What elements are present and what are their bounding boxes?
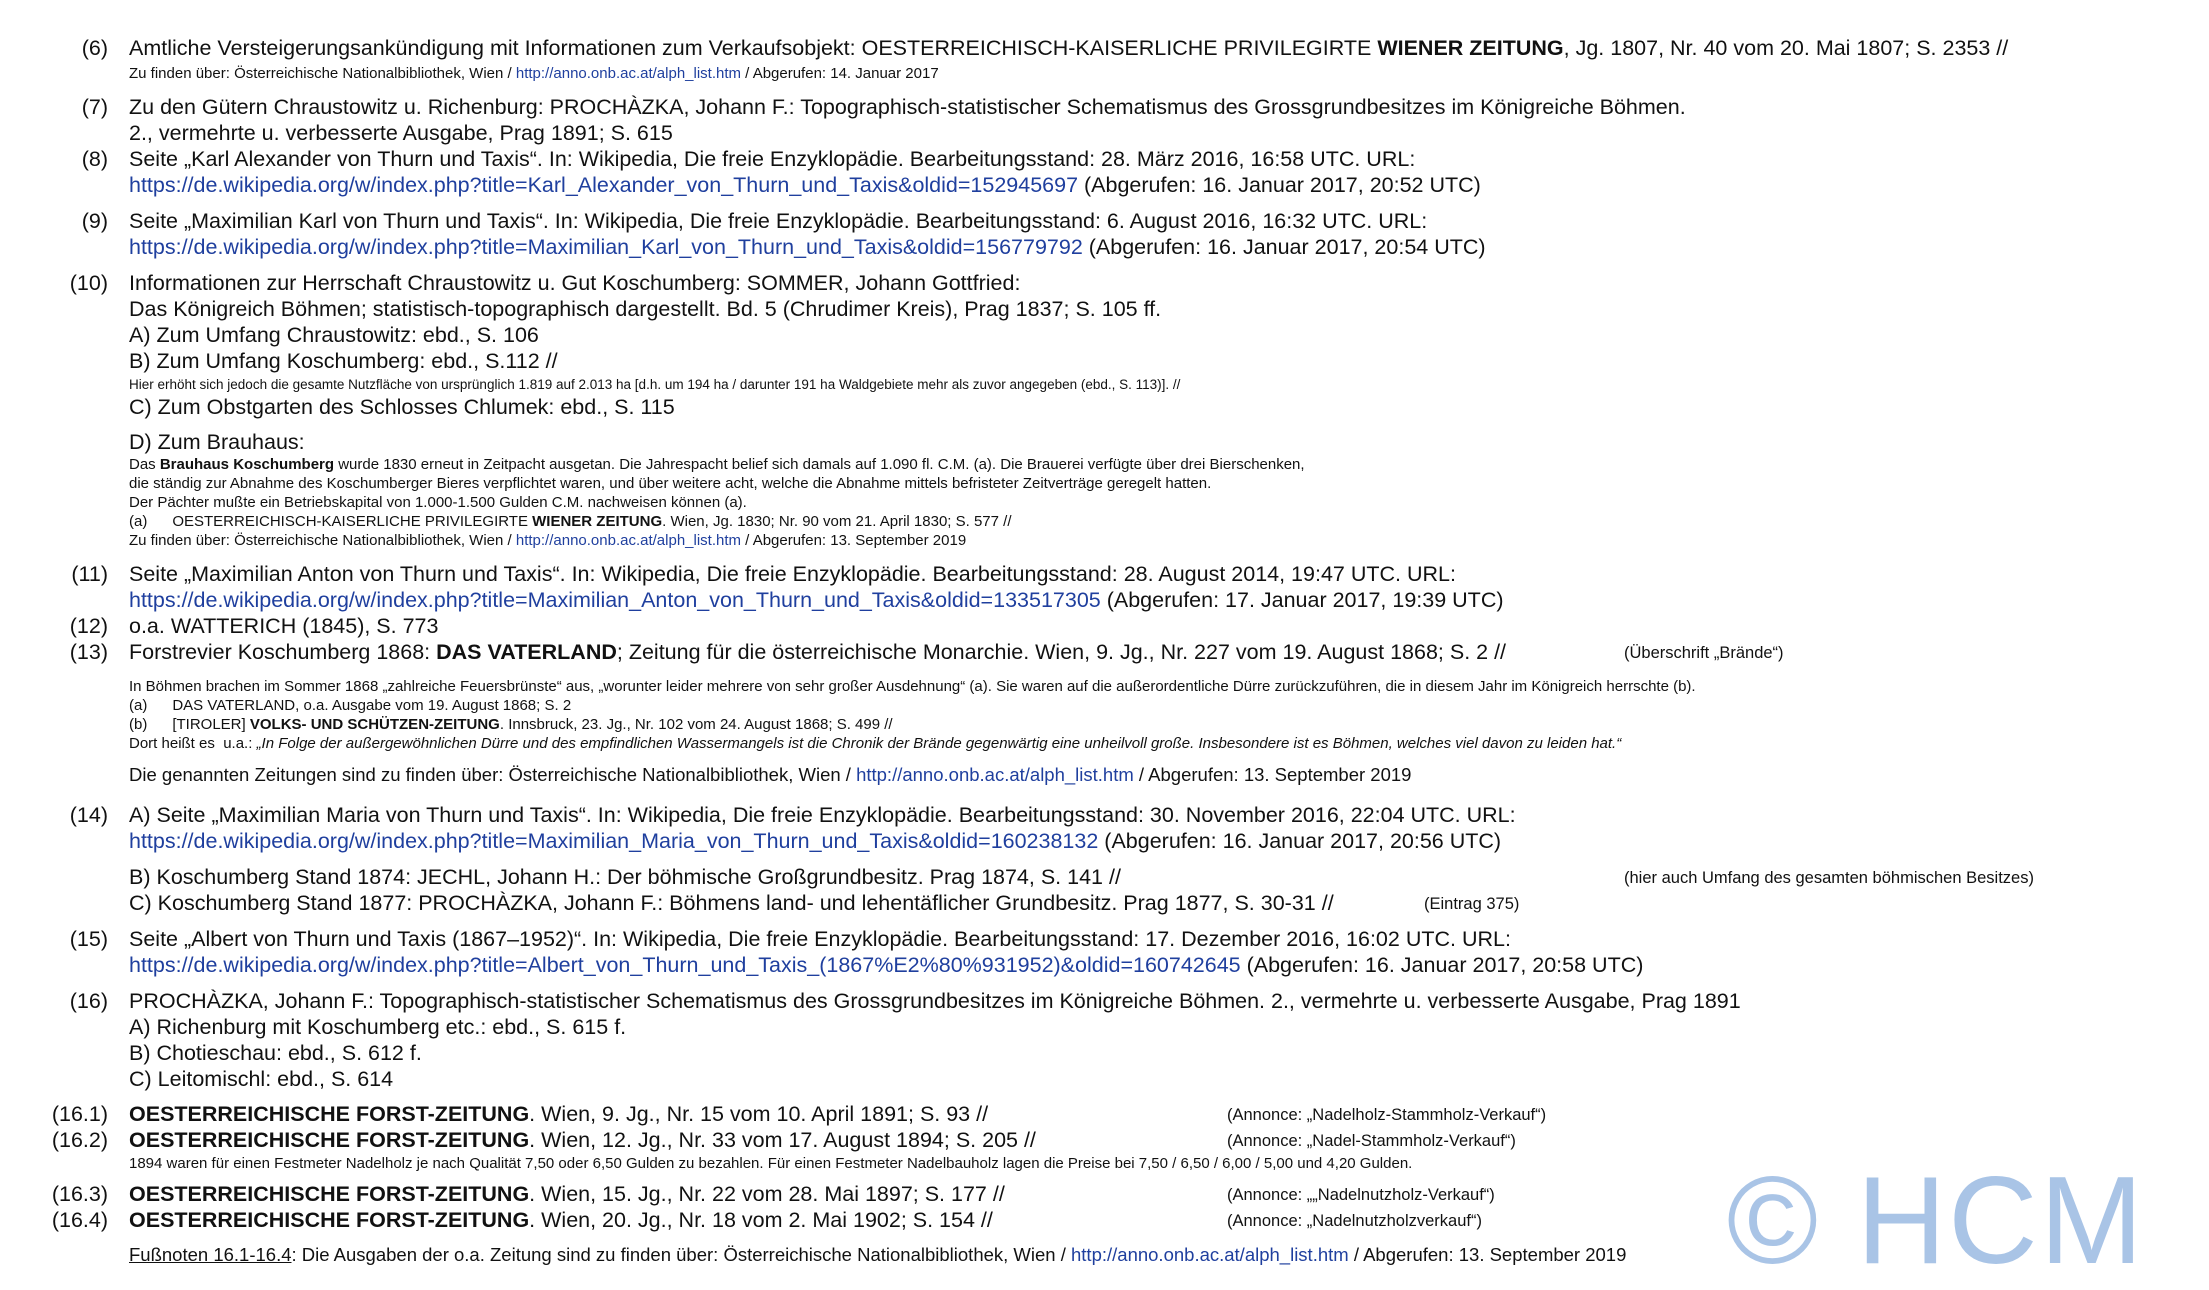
ref-16-4-line: [129, 1210, 993, 1232]
ref-number-16-1: (16.1): [51, 1102, 108, 1126]
footnote-16-line: [129, 1246, 1626, 1265]
ref-10-brauhaus-2: die ständig zur Abnahme des Koschumberger Bieres verpflichtet waren, und über weitere acht, welche die Abnahme mittels befristeter Zeitverträge geregelt hatten.: [129, 475, 1212, 492]
footnote-16-text: : Die Ausgaben der o.a. Zeitung sind zu finden über: Österreichische Nationalbibliothek, Wien /: [291, 1244, 1071, 1265]
ref-13-text-a: Forstrevier Koschumberg 1868:: [129, 640, 437, 664]
ref-11-link[interactable]: https://de.wikipedia.org/w/index.php?title=Maximilian_Anton_von_Thurn_und_Taxis&oldid=133517305: [129, 588, 1101, 612]
ref-16-3-line: [129, 1184, 1005, 1206]
ref-9-line-1: Seite „Maximilian Karl von Thurn und Taxis“. In: Wikipedia, Die freie Enzyklopädie. Bearbeitungsstand: 6. August 2016, 16:32 UTC. URL:: [129, 209, 1428, 233]
ref-13-newspaper: DAS VATERLAND: [436, 640, 617, 664]
ref-16-4-text: . Wien, 20. Jg., Nr. 18 vom 2. Mai 1902; S. 154 //: [529, 1208, 993, 1232]
ref-number-15: (15): [69, 927, 108, 951]
ref-11-line-2: [129, 590, 1504, 612]
ref-10-brauhaus-4: [129, 514, 1012, 529]
ref-13-text-c: ; Zeitung für die österreichische Monarchie. Wien, 9. Jg., Nr. 227 vom 19. August 1868; S. 2 //: [616, 640, 1507, 664]
ref-10-d1b: Brauhaus Koschumberg: [159, 456, 335, 473]
ref-14-line-2: [129, 831, 1501, 853]
ref-8-link[interactable]: https://de.wikipedia.org/w/index.php?title=Karl_Alexander_von_Thurn_und_Taxis&oldid=152945697: [129, 173, 1079, 197]
ref-6-text-a: Amtliche Versteigerungsankündigung mit Informationen zum Verkaufsobjekt: OESTERREICHISCH-KAISERLICHE PRIVILEGIRTE: [129, 36, 1378, 60]
ref-10-d4c: . Wien, Jg. 1830; Nr. 90 vom 21. April 1830; S. 577 //: [662, 513, 1012, 530]
ref-13-line-1: [129, 642, 1506, 664]
ref-10-brauhaus-3: Der Pächter mußte ein Betriebskapital von 1.000-1.500 Gulden C.M. nachweisen können (a).: [129, 494, 747, 511]
ref-13-n3b: VOLKS- UND SCHÜTZEN-ZEITUNG: [249, 716, 500, 733]
ref-6-link[interactable]: http://anno.onb.ac.at/alph_list.htm: [515, 65, 742, 82]
ref-10-link[interactable]: http://anno.onb.ac.at/alph_list.htm: [515, 532, 742, 549]
ref-16-2-tag: (Annonce: „Nadel-Stammholz-Verkauf“): [1227, 1132, 1516, 1150]
footnote-16-label: Fußnoten 16.1-16.4: [129, 1244, 292, 1265]
ref-10-d1a: Das: [129, 456, 160, 473]
ref-13-note-4: [129, 736, 1621, 751]
ref-6-source-text: Zu finden über: Österreichische Nationalbibliothek, Wien /: [129, 65, 516, 82]
ref-16-3-text: . Wien, 15. Jg., Nr. 22 vom 28. Mai 1897; S. 177 //: [529, 1182, 1005, 1206]
ref-13-n3c: . Innsbruck, 23. Jg., Nr. 102 vom 24. August 1868; S. 499 //: [499, 716, 893, 733]
ref-number-11: (11): [71, 562, 108, 586]
ref-14-line-3: B) Koschumberg Stand 1874: JECHL, Johann H.: Der böhmische Großgrundbesitz. Prag 1874, S. 141 //: [129, 865, 1121, 889]
ref-8-line-2: [129, 175, 1481, 197]
ref-number-16: (16): [69, 989, 108, 1013]
ref-10-d4a: (a) OESTERREICHISCH-KAISERLICHE PRIVILEGIRTE: [129, 513, 533, 530]
ref-10-note: Hier erhöht sich jedoch die gesamte Nutzfläche von ursprünglich 1.819 auf 2.013 ha [d.h. um 194 ha / darunter 191 ha Waldgebiete mehr als zuvor angegeben (ebd., S. 113)]. //: [129, 377, 1181, 392]
ref-15-line-1: Seite „Albert von Thurn und Taxis (1867–1952)“. In: Wikipedia, Die freie Enzyklopädie. Bearbeitungsstand: 17. Dezember 2016, 16:02 UTC. URL:: [129, 927, 1511, 951]
ref-15-link[interactable]: https://de.wikipedia.org/w/index.php?title=Albert_von_Thurn_und_Taxis_(1867%E2%80%931952)&oldid=160742645: [129, 953, 1241, 977]
ref-13-note-2: (a) DAS VATERLAND, o.a. Ausgabe vom 19. August 1868; S. 2: [129, 697, 572, 714]
ref-6-text-c: , Jg. 1807, Nr. 40 vom 20. Mai 1807; S. 2353 //: [1563, 36, 2009, 60]
ref-16-2-newspaper: OESTERREICHISCHE FORST-ZEITUNG: [129, 1128, 530, 1152]
ref-15-line-2: [129, 955, 1643, 977]
ref-10-d5a: Zu finden über: Österreichische Nationalbibliothek, Wien /: [129, 532, 516, 549]
ref-13-source-text: Die genannten Zeitungen sind zu finden über: Österreichische Nationalbibliothek, Wien /: [129, 764, 857, 785]
ref-number-13: (13): [69, 640, 108, 664]
ref-6-source: [129, 66, 939, 81]
ref-10-line-4: B) Zum Umfang Koschumberg: ebd., S.112 //: [129, 349, 558, 373]
ref-16-line-2: A) Richenburg mit Koschumberg etc.: ebd., S. 615 f.: [129, 1015, 627, 1039]
ref-13-source: [129, 766, 1411, 785]
ref-16-4-newspaper: OESTERREICHISCHE FORST-ZEITUNG: [129, 1208, 530, 1232]
ref-number-10: (10): [69, 271, 108, 295]
ref-13-quote: „In Folge der außergewöhnlichen Dürre und des empfindlichen Wassermangels ist die Chronik der Brände gegenwärtig eine unheilvoll große. Insbesondere ist es Böhmen, welches viel davon zu leiden hat.“: [256, 735, 1622, 752]
ref-number-12: (12): [69, 614, 108, 638]
ref-9-link[interactable]: https://de.wikipedia.org/w/index.php?title=Maximilian_Karl_von_Thurn_und_Taxis&oldid=156779792: [129, 235, 1083, 259]
ref-13-retrieved: / Abgerufen: 13. September 2019: [1133, 764, 1412, 785]
ref-13-n3a: (b) [TIROLER]: [129, 716, 250, 733]
ref-12-line-1: o.a. WATTERICH (1845), S. 773: [129, 614, 439, 638]
footnote-16-retrieved: / Abgerufen: 13. September 2019: [1348, 1244, 1627, 1265]
ref-10-d5b: / Abgerufen: 13. September 2019: [741, 532, 967, 549]
ref-10-brauhaus-5: [129, 533, 966, 548]
ref-14-line-4: C) Koschumberg Stand 1877: PROCHÀZKA, Johann F.: Böhmens land- und lehentäflicher Grundbesitz. Prag 1877, S. 30-31 //: [129, 891, 1334, 915]
footnote-16-link[interactable]: http://anno.onb.ac.at/alph_list.htm: [1071, 1244, 1349, 1265]
ref-10-line-6: D) Zum Brauhaus:: [129, 430, 305, 454]
ref-number-16-2: (16.2): [51, 1128, 108, 1152]
ref-10-line-3: A) Zum Umfang Chraustowitz: ebd., S. 106: [129, 323, 539, 347]
ref-15-retrieved: (Abgerufen: 16. Januar 2017, 20:58 UTC): [1240, 953, 1644, 977]
copyright-watermark: © HCM: [1726, 1152, 2145, 1290]
ref-16-4-tag: (Annonce: „Nadelnutzholzverkauf“): [1227, 1212, 1482, 1230]
ref-7-line-1: Zu den Gütern Chraustowitz u. Richenburg: PROCHÀZKA, Johann F.: Topographisch-statistischer Schematismus des Grossgrundbesitzes im Königreiche Böhmen.: [129, 95, 1686, 119]
ref-10-brauhaus-1: [129, 457, 1305, 472]
ref-9-retrieved: (Abgerufen: 16. Januar 2017, 20:54 UTC): [1082, 235, 1486, 259]
ref-10-line-2: Das Königreich Böhmen; statistisch-topographisch dargestellt. Bd. 5 (Chrudimer Kreis), Prag 1837; S. 105 ff.: [129, 297, 1162, 321]
ref-16-2-note: 1894 waren für einen Festmeter Nadelholz je nach Qualität 7,50 oder 6,50 Gulden zu bezahlen. Für einen Festmeter Nadelbauholz lagen die Preise bei 7,50 / 6,50 / 6,00 / 5,00 und 4,20 Gulden.: [129, 1155, 1413, 1172]
ref-number-16-3: (16.3): [51, 1182, 108, 1206]
ref-10-d1c: wurde 1830 erneut in Zeitpacht ausgetan. Die Jahrespacht belief sich damals auf 1.090 fl. C.M. (a). Die Brauerei verfügte über drei Bierschenken,: [334, 456, 1305, 473]
ref-7-line-2: 2., vermehrte u. verbesserte Ausgabe, Prag 1891; S. 615: [129, 121, 673, 145]
ref-16-1-line: [129, 1104, 988, 1126]
ref-6-newspaper: WIENER ZEITUNG: [1377, 36, 1564, 60]
ref-16-line-3: B) Chotieschau: ebd., S. 612 f.: [129, 1041, 422, 1065]
ref-13-link[interactable]: http://anno.onb.ac.at/alph_list.htm: [856, 764, 1134, 785]
ref-16-2-text: . Wien, 12. Jg., Nr. 33 vom 17. August 1894; S. 205 //: [529, 1128, 1036, 1152]
ref-16-1-text: . Wien, 9. Jg., Nr. 15 vom 10. April 1891; S. 93 //: [529, 1102, 989, 1126]
ref-16-1-newspaper: OESTERREICHISCHE FORST-ZEITUNG: [129, 1102, 530, 1126]
ref-number-14: (14): [69, 803, 108, 827]
ref-8-retrieved: (Abgerufen: 16. Januar 2017, 20:52 UTC): [1078, 173, 1481, 197]
ref-11-retrieved: (Abgerufen: 17. Januar 2017, 19:39 UTC): [1100, 588, 1504, 612]
ref-13-note-1: In Böhmen brachen im Sommer 1868 „zahlreiche Feuersbrünste“ aus, „worunter leider mehrere von sehr großer Ausdehnung“ (a). Sie waren auf die außerordentliche Dürre zurückzuführen, die in diesem Jahr im Königreich herrschte (b).: [129, 678, 1696, 695]
ref-16-3-tag: (Annonce: „„Nadelnutzholz-Verkauf“): [1227, 1186, 1495, 1204]
ref-16-line-4: C) Leitomischl: ebd., S. 614: [129, 1067, 394, 1091]
ref-16-line-1: PROCHÀZKA, Johann F.: Topographisch-statistischer Schematismus des Grossgrundbesitzes im Königreiche Böhmen. 2., vermehrte u. verbesserte Ausgabe, Prag 1891: [129, 989, 1741, 1013]
ref-8-line-1: Seite „Karl Alexander von Thurn und Taxis“. In: Wikipedia, Die freie Enzyklopädie. Bearbeitungsstand: 28. März 2016, 16:58 UTC. URL:: [129, 147, 1416, 171]
ref-number-9: (9): [81, 209, 108, 233]
ref-number-16-4: (16.4): [51, 1208, 108, 1232]
ref-6-retrieved: / Abgerufen: 14. Januar 2017: [741, 65, 939, 82]
ref-14-tag-1: (hier auch Umfang des gesamten böhmischen Besitzes): [1624, 869, 2034, 887]
ref-9-line-2: [129, 237, 1486, 259]
ref-10-line-1: Informationen zur Herrschaft Chraustowitz u. Gut Koschumberg: SOMMER, Johann Gottfried:: [129, 271, 1021, 295]
ref-10-line-5: C) Zum Obstgarten des Schlosses Chlumek: ebd., S. 115: [129, 395, 675, 419]
ref-13-n4a: Dort heißt es u.a.:: [129, 735, 257, 752]
ref-14-tag-2: (Eintrag 375): [1424, 895, 1520, 913]
ref-14-line-1: A) Seite „Maximilian Maria von Thurn und Taxis“. In: Wikipedia, Die freie Enzyklopädie. Bearbeitungsstand: 30. November 2016, 22:04 UTC. URL:: [129, 803, 1516, 827]
ref-number-8: (8): [81, 147, 108, 171]
ref-11-line-1: Seite „Maximilian Anton von Thurn und Taxis“. In: Wikipedia, Die freie Enzyklopädie. Bearbeitungsstand: 28. August 2014, 19:47 UTC. URL:: [129, 562, 1456, 586]
ref-number-7: (7): [81, 95, 108, 119]
ref-6-line-1: [129, 38, 2008, 60]
ref-13-tag: (Überschrift „Brände“): [1624, 644, 1784, 662]
ref-13-note-3: [129, 717, 893, 732]
ref-number-6: (6): [81, 36, 108, 60]
ref-16-1-tag: (Annonce: „Nadelholz-Stammholz-Verkauf“): [1227, 1106, 1547, 1124]
ref-10-d4b: WIENER ZEITUNG: [532, 513, 663, 530]
ref-14-link[interactable]: https://de.wikipedia.org/w/index.php?title=Maximilian_Maria_von_Thurn_und_Taxis&oldid=160238132: [129, 829, 1099, 853]
ref-16-2-line: [129, 1130, 1036, 1152]
ref-14-retrieved: (Abgerufen: 16. Januar 2017, 20:56 UTC): [1098, 829, 1502, 853]
ref-16-3-newspaper: OESTERREICHISCHE FORST-ZEITUNG: [129, 1182, 530, 1206]
